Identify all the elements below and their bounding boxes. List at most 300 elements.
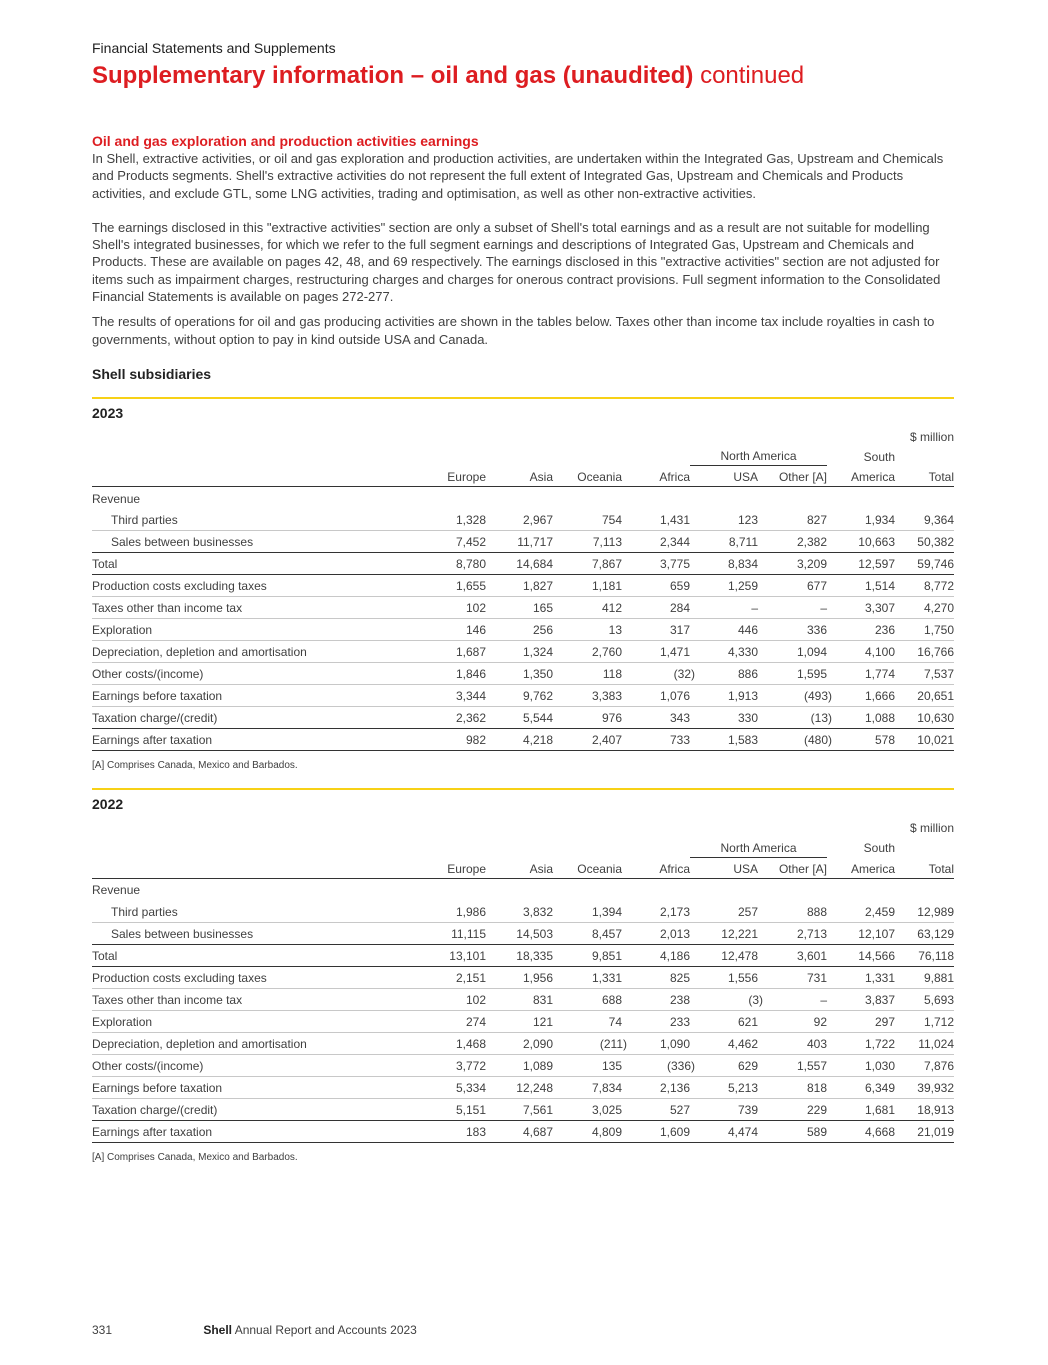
cell-value: 888: [806, 904, 827, 919]
table-cell: [827, 988, 895, 1010]
cell-value: 4,668: [864, 1124, 895, 1139]
table-cell: [553, 944, 622, 966]
cell-value: 1,350: [522, 667, 553, 682]
cell-value: 1,666: [864, 689, 895, 704]
table-cell: [622, 597, 690, 619]
cell-value: 754: [601, 513, 622, 528]
intro-paragraph-3: The results of operations for oil and gas producing activities are shown in the tables below. Taxes other than income tax include royalties in cash to governments, without option to pay in kind outside USA and Canada.: [92, 314, 935, 347]
cell-value: 14,503: [516, 926, 553, 941]
table-cell: [553, 531, 622, 553]
cell-value: 677: [806, 579, 827, 594]
table-cell: [827, 922, 895, 944]
table-row: [92, 1076, 954, 1098]
cell-value: 256: [532, 623, 553, 638]
cell-value: 2,382: [796, 535, 827, 550]
cell-value: 18,335: [516, 948, 553, 963]
column-group-north-america: North America: [690, 835, 827, 857]
table-cell: [827, 509, 895, 531]
cell-value: 578: [874, 733, 895, 748]
row-label: Earnings after taxation: [92, 1120, 406, 1142]
table-cell: [758, 1010, 827, 1032]
cell-value: 1,750: [923, 623, 954, 638]
cell-value: 297: [874, 1014, 895, 1029]
cell-value: 1,986: [455, 904, 486, 919]
page-title-text: Supplementary information – oil and gas (unaudited): [92, 62, 694, 89]
cell-value: 2,173: [659, 904, 690, 919]
cell-value: 4,809: [591, 1124, 622, 1139]
table-cell: [895, 729, 954, 751]
row-label: Production costs excluding taxes: [92, 575, 406, 597]
cell-value: 92: [813, 1014, 827, 1029]
table-year: 2022: [92, 788, 954, 814]
cell-value: 12,107: [858, 926, 895, 941]
table-cell: [895, 575, 954, 597]
cell-value: 9,881: [923, 970, 954, 985]
cell-value: 1,471: [659, 645, 690, 660]
cell-value: 2,362: [455, 711, 486, 726]
cell-value: 8,780: [455, 557, 486, 572]
table-cell: [553, 575, 622, 597]
cell-value: 403: [806, 1036, 827, 1051]
cell-value: 7,537: [923, 667, 954, 682]
cell-value: 13,101: [449, 948, 486, 963]
table-cell: [553, 966, 622, 988]
table-cell: [486, 641, 553, 663]
cell-value: 621: [737, 1014, 758, 1029]
section-label: Financial Statements and Supplements: [92, 40, 336, 56]
column-usa: USA: [690, 857, 758, 878]
table-row: [92, 878, 954, 900]
table-cell: [553, 641, 622, 663]
table-row: [92, 988, 954, 1010]
table-row: [92, 685, 954, 707]
cell-value: 10,663: [858, 535, 895, 550]
row-label: Third parties: [92, 509, 406, 531]
table-cell: [758, 663, 827, 685]
column-total: Total: [895, 857, 954, 878]
table-cell: [622, 966, 690, 988]
table-cell: [486, 729, 553, 751]
cell-value: 3,601: [796, 948, 827, 963]
table-cell: [895, 1098, 954, 1120]
table-cell: [486, 900, 553, 922]
table-cell: [553, 1032, 627, 1054]
column-africa: Africa: [622, 466, 690, 487]
cell-value: 8,711: [728, 535, 758, 550]
table-cell: [758, 966, 827, 988]
column-africa: Africa: [622, 857, 690, 878]
table-cell: [758, 553, 827, 575]
table-cell: [827, 1054, 895, 1076]
cell-value: 8,772: [923, 579, 954, 594]
cell-value: 343: [669, 711, 690, 726]
cell-value: 1,030: [864, 1058, 895, 1073]
row-label: Other costs/(income): [92, 1054, 406, 1076]
table-cell: [758, 1120, 827, 1142]
cell-value: 121: [532, 1014, 553, 1029]
cell-value: 3,775: [659, 557, 690, 572]
table-cell: [895, 1010, 954, 1032]
table-cell: [895, 1032, 954, 1054]
table-cell: [758, 1054, 827, 1076]
footer-brand: Shell: [203, 1323, 233, 1337]
cell-value: 5,693: [923, 992, 954, 1007]
table-cell: [827, 663, 895, 685]
table-cell: [406, 988, 486, 1010]
table-cell: [758, 1032, 827, 1054]
cell-value: 412: [601, 601, 622, 616]
cell-value: 1,259: [727, 579, 758, 594]
cell-value: 1,431: [659, 513, 690, 528]
column-other: Other [A]: [758, 857, 827, 878]
table-cell: [622, 575, 690, 597]
table-cell: [758, 619, 827, 641]
cell-value: 16,766: [917, 645, 954, 660]
cell-value: 1,331: [591, 970, 622, 985]
cell-value: 7,834: [591, 1080, 622, 1095]
table-cell: [622, 1098, 690, 1120]
cell-value: 257: [737, 904, 758, 919]
cell-value: 1,609: [659, 1124, 690, 1139]
footnote: [A] Comprises Canada, Mexico and Barbados.: [92, 760, 298, 772]
table-cell: [622, 988, 690, 1010]
cell-value: 4,270: [923, 601, 954, 616]
cell-value: 146: [465, 623, 486, 638]
row-label: Total: [92, 553, 406, 575]
cell-value: 8,457: [591, 926, 622, 941]
table-row: [92, 597, 954, 619]
row-label: Third parties: [92, 900, 406, 922]
column-south-america-top: South: [863, 841, 895, 856]
tables-container: [92, 397, 954, 1166]
cell-value: 1,712: [923, 1014, 954, 1029]
cell-value: 13: [608, 623, 622, 638]
table-cell: [553, 619, 622, 641]
table-cell: [758, 641, 827, 663]
table-cell: [827, 707, 895, 729]
table-cell: [690, 729, 758, 751]
cell-value: 3,209: [796, 557, 827, 572]
cell-value: 2,151: [455, 970, 486, 985]
column-south-america-bottom: America: [827, 857, 895, 878]
table-cell: [690, 707, 758, 729]
cell-value: 1,181: [591, 579, 622, 594]
table-cell: [895, 619, 954, 641]
cell-value: 1,827: [522, 579, 553, 594]
table-row: [92, 553, 954, 575]
table-cell: [827, 944, 895, 966]
cell-value: 123: [737, 513, 758, 528]
cell-value: 274: [465, 1014, 486, 1029]
table-cell: [690, 1120, 758, 1142]
cell-value: 1,956: [522, 970, 553, 985]
cell-value: 2,344: [659, 535, 690, 550]
table-cell: [690, 900, 758, 922]
table-cell: [406, 1076, 486, 1098]
header-spacer: [895, 835, 954, 857]
page-footer: [92, 1323, 417, 1337]
cell-value: 1,468: [455, 1036, 486, 1051]
table-row: [92, 1120, 954, 1142]
cell-value: 733: [669, 733, 690, 748]
table-cell: [758, 1098, 827, 1120]
table-row: [92, 641, 954, 663]
financial-table: [92, 835, 954, 1143]
table-cell: [486, 1032, 553, 1054]
cell-value: 1,687: [455, 645, 486, 660]
table-cell: [553, 1010, 622, 1032]
table-cell: [553, 900, 622, 922]
table-cell: [690, 944, 758, 966]
cell-value: (336): [666, 1058, 695, 1073]
cell-value: 7,876: [923, 1058, 954, 1073]
cell-value: 5,151: [455, 1102, 486, 1117]
cell-value: 731: [806, 970, 827, 985]
table-cell: [895, 900, 954, 922]
page-number: 331: [92, 1323, 113, 1337]
table-cell: [486, 988, 553, 1010]
cell-value: 5,334: [455, 1080, 486, 1095]
financial-table-block: [92, 788, 954, 1166]
cell-value: 2,407: [591, 733, 622, 748]
table-cell: [690, 1076, 758, 1098]
cell-value: 1,583: [727, 733, 758, 748]
intro-heading: Oil and gas exploration and production activities earnings: [92, 133, 479, 149]
cell-value: 18,913: [917, 1102, 954, 1117]
table-cell: [406, 575, 486, 597]
table-cell: [827, 575, 895, 597]
table-cell: [758, 944, 827, 966]
cell-value: 9,851: [591, 948, 622, 963]
table-cell: [827, 1120, 895, 1142]
row-label: Taxation charge/(credit): [92, 1098, 406, 1120]
table-cell: [622, 729, 690, 751]
cell-value: –: [820, 992, 827, 1007]
table-cell: [895, 1076, 954, 1098]
row-label: Earnings before taxation: [92, 1076, 406, 1098]
column-south-america-bottom: America: [827, 466, 895, 487]
cell-value: (13): [810, 711, 832, 726]
table-cell: [406, 531, 486, 553]
table-cell: [690, 509, 758, 531]
cell-value: 1,094: [796, 645, 827, 660]
cell-value: 12,597: [858, 557, 895, 572]
table-cell: [690, 1010, 758, 1032]
cell-value: 12,221: [721, 926, 758, 941]
table-cell: [406, 685, 486, 707]
row-label: Sales between businesses: [92, 922, 406, 944]
table-cell: [486, 531, 553, 553]
table-cell: [690, 619, 758, 641]
cell-value: 2,459: [864, 904, 895, 919]
cell-value: 8,834: [727, 557, 758, 572]
cell-value: 831: [532, 992, 553, 1007]
table-cell: [486, 597, 553, 619]
page-title: [92, 62, 954, 90]
cell-value: 886: [737, 667, 758, 682]
cell-value: (480): [803, 733, 832, 748]
cell-value: 10,630: [917, 711, 954, 726]
cell-value: (32): [673, 667, 695, 682]
table-cell: [690, 988, 763, 1010]
cell-value: 527: [669, 1102, 690, 1117]
cell-value: 3,837: [864, 992, 895, 1007]
column-oceania: Oceania: [553, 857, 622, 878]
column-asia: Asia: [486, 857, 553, 878]
cell-value: 1,514: [864, 579, 895, 594]
table-cell: [622, 641, 690, 663]
cell-value: 1,088: [864, 711, 895, 726]
table-cell: [690, 663, 758, 685]
cell-value: 238: [669, 992, 690, 1007]
table-cell: [758, 729, 832, 751]
table-row: [92, 1054, 954, 1076]
row-label: Production costs excluding taxes: [92, 966, 406, 988]
table-cell: [406, 729, 486, 751]
cell-value: 76,118: [918, 948, 954, 963]
table-cell: [486, 1054, 553, 1076]
table-cell: [553, 1098, 622, 1120]
table-cell: [827, 1076, 895, 1098]
table-cell: [895, 1054, 954, 1076]
table-cell: [406, 509, 486, 531]
table-cell: [758, 922, 827, 944]
cell-value: 1,556: [727, 970, 758, 985]
cell-value: 11,717: [517, 535, 553, 550]
cell-value: (3): [748, 992, 763, 1007]
cell-value: 4,186: [659, 948, 690, 963]
table-cell: [895, 685, 954, 707]
table-cell: [827, 900, 895, 922]
cell-value: 659: [669, 579, 690, 594]
table-cell: [758, 531, 827, 553]
cell-value: 589: [806, 1124, 827, 1139]
cell-value: 1,090: [659, 1036, 690, 1051]
table-cell: [758, 707, 832, 729]
table-cell: [622, 1010, 690, 1032]
table-row: [92, 509, 954, 531]
table-cell: [553, 597, 622, 619]
table-cell: [758, 575, 827, 597]
page-content: [92, 40, 954, 1166]
cell-value: 165: [532, 601, 553, 616]
table-cell: [690, 1032, 758, 1054]
cell-value: 818: [806, 1080, 827, 1095]
cell-value: 21,019: [917, 1124, 954, 1139]
cell-value: 11,115: [451, 926, 486, 941]
cell-value: 1,076: [659, 689, 690, 704]
table-cell: [406, 1010, 486, 1032]
table-cell: [622, 944, 690, 966]
column-europe: Europe: [406, 466, 486, 487]
unit-label: $ million: [909, 429, 954, 444]
table-cell: [486, 944, 553, 966]
table-cell: [827, 966, 895, 988]
table-cell: [827, 531, 895, 553]
table-cell: [827, 641, 895, 663]
cell-value: 284: [669, 601, 690, 616]
cell-value: 12,989: [917, 904, 954, 919]
table-cell: [690, 597, 758, 619]
table-cell: [486, 1120, 553, 1142]
table-cell: [690, 685, 758, 707]
table-cell: [406, 597, 486, 619]
header-spacer: [895, 444, 954, 466]
table-cell: [486, 663, 553, 685]
table-row: [92, 575, 954, 597]
column-europe: Europe: [406, 857, 486, 878]
row-label: Taxes other than income tax: [92, 988, 406, 1010]
cell-value: 236: [874, 623, 895, 638]
cell-value: 74: [608, 1014, 622, 1029]
row-label: Exploration: [92, 1010, 406, 1032]
cell-value: 9,762: [522, 689, 553, 704]
cell-value: 1,595: [796, 667, 827, 682]
row-label: Revenue: [92, 883, 141, 898]
table-cell: [406, 1098, 486, 1120]
table-cell: [553, 922, 622, 944]
table-cell: [622, 1120, 690, 1142]
table-row: [92, 663, 954, 685]
table-cell: [406, 966, 486, 988]
table-cell: [553, 707, 622, 729]
table-row: [92, 1032, 954, 1054]
table-cell: [895, 597, 954, 619]
table-cell: [406, 619, 486, 641]
table-cell: [690, 1098, 758, 1120]
table-cell: [827, 619, 895, 641]
table-cell: [690, 531, 758, 553]
cell-value: 2,967: [522, 513, 553, 528]
table-cell: [895, 509, 954, 531]
header-spacer: [92, 835, 690, 857]
column-oceania: Oceania: [553, 466, 622, 487]
table-cell: [486, 685, 553, 707]
cell-value: (211): [599, 1036, 627, 1051]
cell-value: 12,248: [516, 1080, 553, 1095]
table-cell: [895, 966, 954, 988]
table-cell: [622, 509, 690, 531]
table-cell: [406, 641, 486, 663]
cell-value: 3,344: [455, 689, 486, 704]
row-label: Depreciation, depletion and amortisation: [92, 1032, 406, 1054]
table-cell: [486, 966, 553, 988]
cell-value: 3,772: [455, 1058, 486, 1073]
cell-value: 4,462: [727, 1036, 758, 1051]
table-cell: [827, 685, 895, 707]
row-label: Taxes other than income tax: [92, 597, 406, 619]
table-row: [92, 729, 954, 751]
cell-value: 14,566: [858, 948, 895, 963]
cell-value: 2,013: [659, 926, 690, 941]
cell-value: 7,452: [455, 535, 486, 550]
intro-paragraph-2: The earnings disclosed in this "extractive activities" section are only a subset of Shell's total earnings and as a result are not suitable for modelling Shell's integrated businesses, for which we refer to the full segment earnings and descriptions of Integrated Gas, Upstream and Chemicals and Products. These are available on pages 42, 48, and 69 respectively. The earnings disclosed in this "extractive activities" section are not adjusted for items such as impairment charges, restructuring charges and charges for onerous contract provisions. Full segment information to the Consolidated Financial Statements is available on pages 272-277.: [92, 219, 941, 305]
cell-value: 1,846: [455, 667, 486, 682]
cell-value: 102: [465, 601, 486, 616]
table-cell: [690, 922, 758, 944]
cell-value: 827: [806, 513, 827, 528]
cell-value: 1,681: [864, 1102, 895, 1117]
table-cell: [622, 619, 690, 641]
cell-value: 10,021: [917, 733, 954, 748]
column-total: Total: [895, 466, 954, 487]
column-usa: USA: [690, 466, 758, 487]
footer-publication: Annual Report and Accounts 2023: [234, 1323, 417, 1337]
table-cell: [758, 509, 827, 531]
table-row: [92, 966, 954, 988]
table-cell: [486, 1010, 553, 1032]
table-cell: [406, 707, 486, 729]
